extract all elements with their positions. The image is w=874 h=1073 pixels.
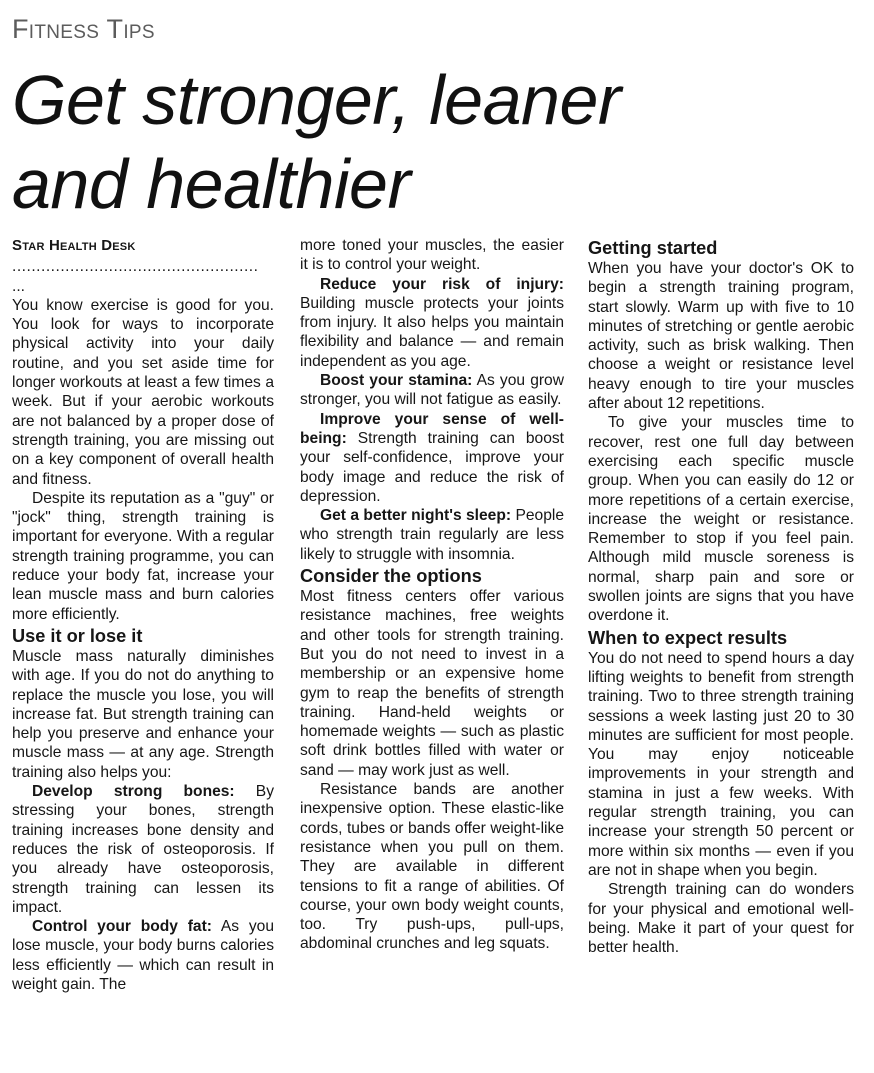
byline-rule-tail: ...: [12, 277, 25, 295]
benefit-text: Strength training can boost your self-confidence, improve your body image and reduce the risk of depression.: [300, 429, 564, 505]
article-column-3: [588, 236, 854, 957]
benefit-stamina: [300, 371, 564, 410]
paragraph: Despite its reputation as a "guy" or "jock" thing, strength training is important for everyone. With a regular strength training programme, you can reduce your body fat, increase your lean muscle mass and burn calories more efficiently.: [12, 489, 274, 623]
subheading-options: Consider the options: [300, 566, 482, 587]
paragraph: To give your muscles time to recover, rest one full day between exercising each specific muscle group. When you can easily do 12 or more repetitions of a certain exercise, increase the weight or resistance. Remember to stop if you feel pain. Although mild muscle soreness is normal, sharp pain and sore or swollen joints are signs that you have overdone it.: [588, 414, 854, 625]
benefit-text: Building muscle protects your joints from injury. It also helps you maintain flexibility and balance — and remain independent as you age.: [300, 294, 564, 370]
benefit-injury: [300, 275, 564, 371]
paragraph: Muscle mass naturally diminishes with age. If you do not do anything to replace the muscle you lose, you will increase fat. But strength training can help you preserve and enhance your muscle mass — at any age. Strength training also helps you:: [12, 647, 274, 781]
article-column-1: [12, 236, 274, 994]
subheading-results: When to expect results: [588, 627, 788, 648]
paragraph: You do not need to spend hours a day lifting weights to benefit from strength training. Two to three strength training sessions a week lasting just 20 to 30 minutes are sufficient for most people. You may enjoy noticeable improvements in your strength and stamina in just a few weeks. With regular strength training, you can increase your strength 50 percent or more within six months — even if you are not in shape when you begin.: [588, 649, 854, 879]
byline-rule: ...................................................: [12, 258, 259, 276]
paragraph: more toned your muscles, the easier it is to control your weight.: [300, 237, 564, 274]
benefit-body-fat: [12, 917, 274, 994]
benefit-text: As you lose muscle, your body burns calories less efficiently — which can result in weight gain. The: [12, 918, 274, 993]
benefit-lead: Control your body fat:: [32, 918, 212, 936]
paragraph: When you have your doctor's OK to begin a strength training program, start slowly. Warm up with five to 10 minutes of stretching or gentle aerobic activity, such as brisk walking. Then choose a weight or resistance level heavy enough to tire your muscles after about 12 repetitions.: [588, 260, 854, 413]
benefit-lead: Develop strong bones:: [32, 783, 235, 801]
paragraph: Most fitness centers offer various resistance machines, free weights and other tools for strength training. But you do not need to invest in a membership or an expensive home gym to reap the benefits of strength training. Hand-held weights or homemade weights — such as plastic soft drink bottles filled with water or sand — may work just as well.: [300, 588, 564, 779]
headline-line-2: and healthier: [12, 145, 411, 223]
subheading-use-it: Use it or lose it: [12, 625, 143, 646]
benefit-text: As you grow stronger, you will not fatigue as easily.: [300, 372, 564, 409]
benefit-well-being: [300, 410, 564, 506]
benefit-text: By stressing your bones, strength training increases bone density and reduces the risk of osteoporosis. If you already have osteoporosis, strength training can lessen its impact.: [12, 783, 275, 916]
benefit-bones: [12, 782, 274, 917]
paragraph: You know exercise is good for you. You look for ways to incorporate physical activity into your daily routine, and you set aside time for longer workouts at least a few times a week. But if your aerobic workouts are not balanced by a proper dose of strength training, you are missing out on a key component of overall health and fitness.: [12, 296, 274, 488]
benefit-lead: Reduce your risk of injury:: [320, 275, 564, 293]
headline-line-1: Get stronger, leaner: [12, 61, 621, 139]
section-label: Fitness Tips: [12, 14, 155, 44]
benefit-lead: Improve your sense of well-being:: [300, 410, 564, 447]
headline: [12, 58, 872, 226]
benefit-sleep: [300, 506, 564, 564]
byline: Star Health Desk: [12, 237, 136, 254]
paragraph: Resistance bands are another inexpensive option. These elastic-like cords, tubes or bands offer weight-like resistance when you pull on them. They are available in different tensions to fit a range of abilities. Of course, your own body weight counts, too. Try push-ups, pull-ups, abdominal crunches and leg squats.: [300, 781, 564, 953]
paragraph: Strength training can do wonders for your physical and emotional well-being. Make it part of your quest for better health.: [588, 881, 854, 957]
benefit-lead: Boost your stamina:: [320, 372, 473, 390]
benefit-text: People who strength train regularly are less likely to struggle with insomnia.: [300, 507, 564, 563]
subheading-getting-started: Getting started: [588, 238, 718, 258]
article-column-2: [300, 236, 564, 954]
benefit-lead: Get a better night's sleep:: [320, 507, 512, 525]
